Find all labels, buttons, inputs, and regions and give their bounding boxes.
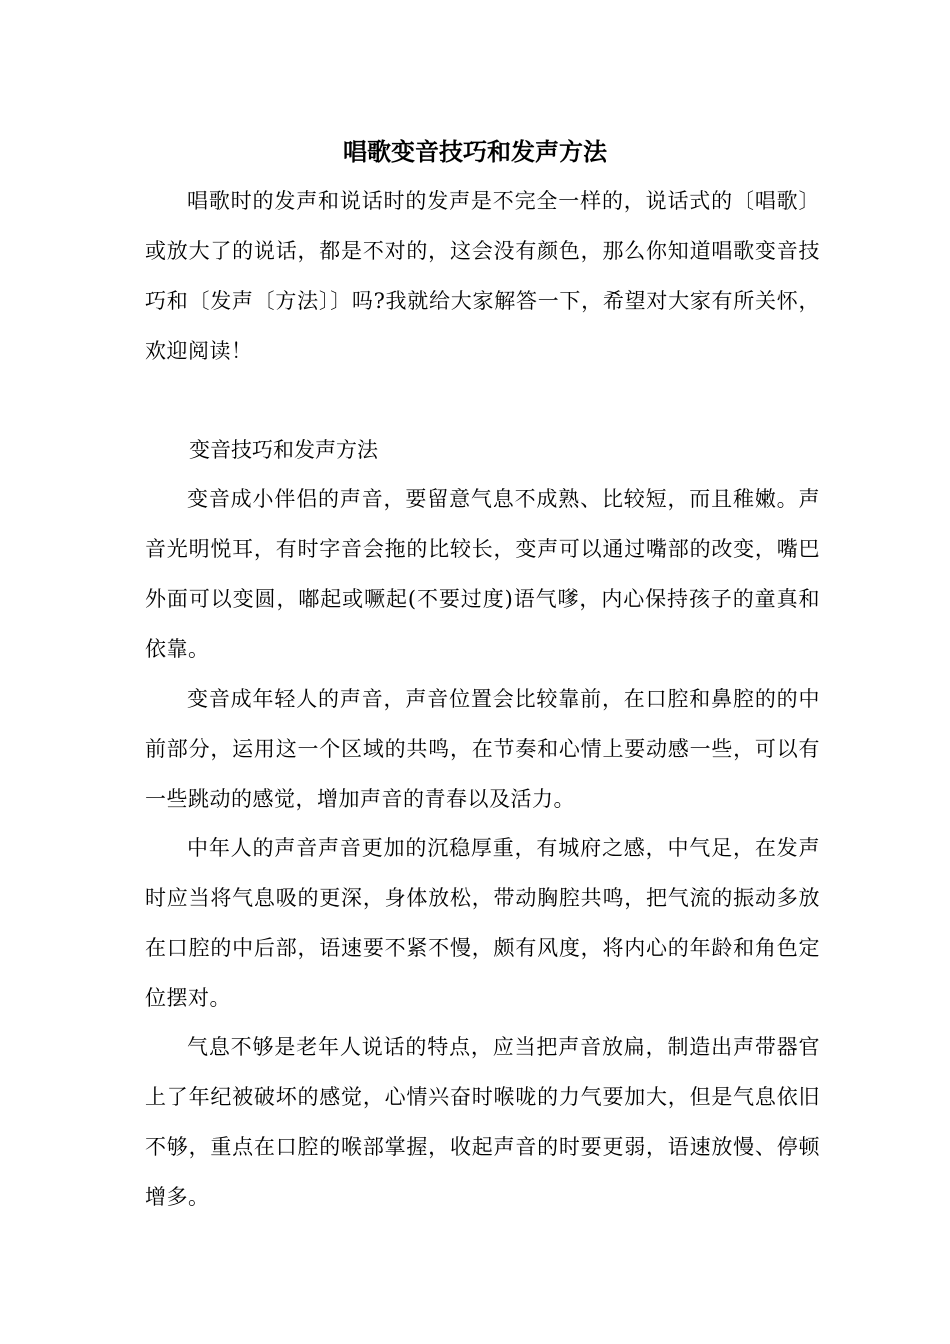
paragraph-elderly-voice: 气息不够是老年人说话的特点，应当把声音放扁，制造出声带器官上了年纪被破坏的感觉，心情兴奋时喉咙的力气要加大，但是气息依旧不够，重点在口腔的喉部掌握，收起声音的时要更弱，语速放慢、停顿增多。 — [145, 1035, 820, 1209]
document-title: 唱歌变音技巧和发声方法 — [343, 137, 607, 166]
section-heading: 变音技巧和发声方法 — [189, 438, 378, 462]
intro-paragraph: 唱歌时的发声和说话时的发声是不完全一样的，说话式的〔唱歌〕或放大了的说话，都是不对的，这会没有颜色，那么你知道唱歌变音技巧和〔发声〔方法〕〕吗?我就给大家解答一下，希望对大家有所关怀，欢迎阅读！ — [145, 189, 820, 363]
paragraph-middle-aged-voice: 中年人的声音声音更加的沉稳厚重，有城府之感，中气足，在发声时应当将气息吸的更深，身体放松，带动胸腔共鸣，把气流的振动多放在口腔的中后部，语速要不紧不慢，颇有风度，将内心的年龄和角色定位摆对。 — [145, 836, 820, 1010]
paragraph-child-voice: 变音成小伴侣的声音，要留意气息不成熟、比较短，而且稚嫩。声音光明悦耳，有时字音会拖的比较长，变声可以通过嘴部的改变，嘴巴外面可以变圆，嘟起或噘起(不要过度)语气嗲，内心保持孩子的童真和依靠。 — [145, 487, 820, 661]
paragraph-young-voice: 变音成年轻人的声音，声音位置会比较靠前，在口腔和鼻腔的的中前部分，运用这一个区域的共鸣，在节奏和心情上要动感一些，可以有一些跳动的感觉，增加声音的青春以及活力。 — [145, 687, 820, 811]
